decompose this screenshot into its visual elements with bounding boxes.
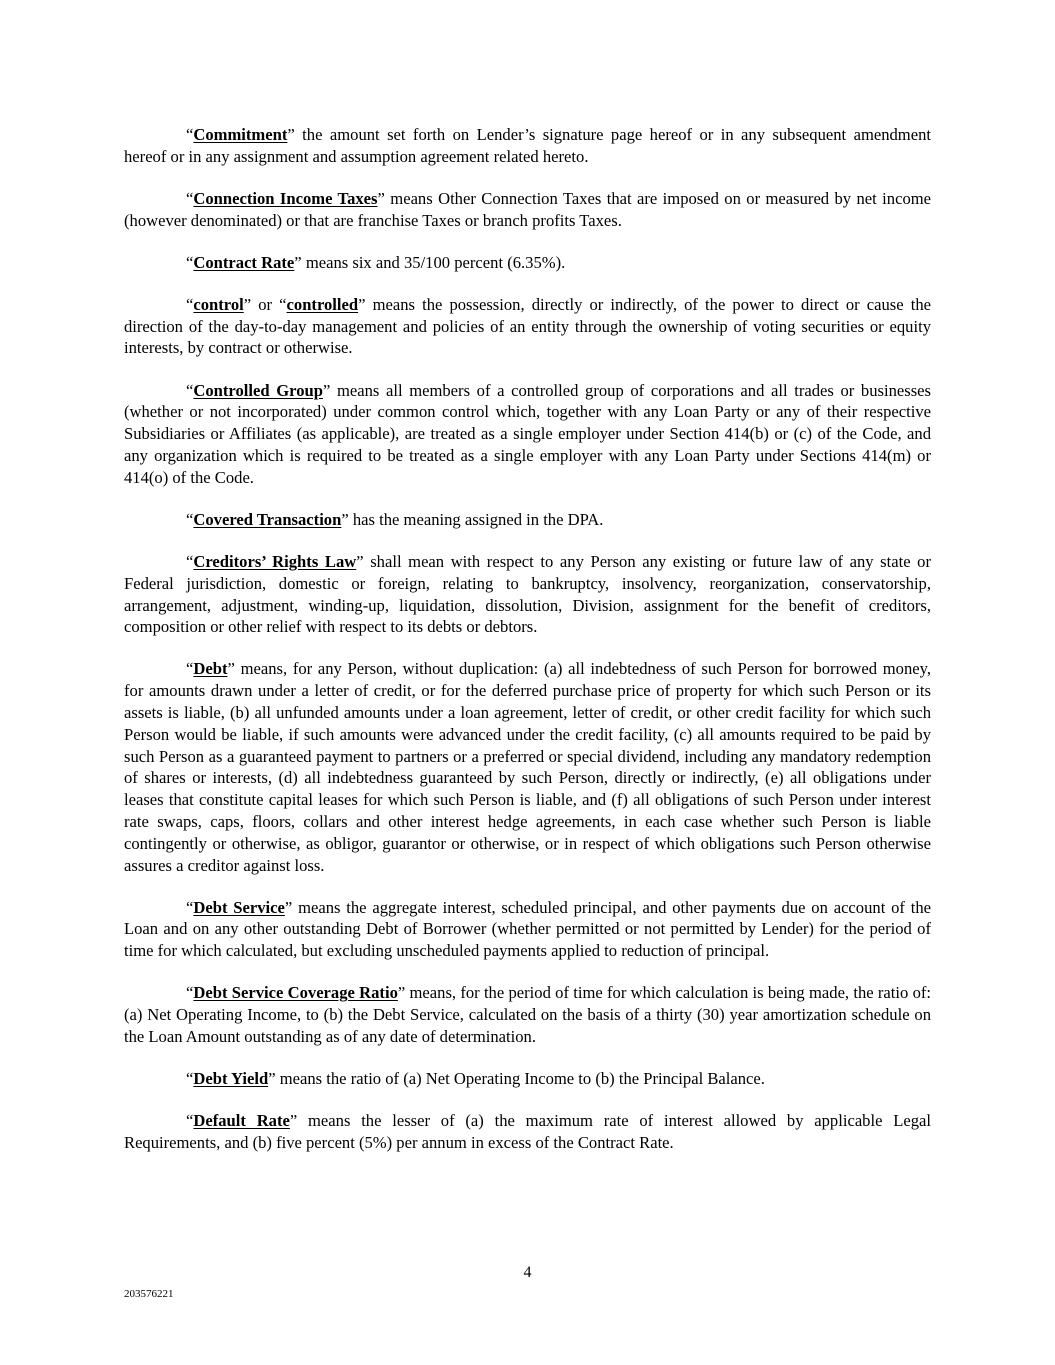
definition-text: means, for the period of time for which calculation is being made, the ratio of: (a) Net Operating Income, to (b) the Debt Service, calculated on the basis of a thirty (30) year amortization schedule on the Loan Amount outstanding as of any date of determination. <box>124 983 932 1046</box>
definition-default-rate: “Default Rate” means the lesser of (a) the maximum rate of interest allowed by applicable Legal Requirements, and (b) five percent (5%) per annum in excess of the Contract Rate. <box>124 1111 932 1152</box>
defined-term: Connection Income Taxes <box>193 188 378 208</box>
defined-term: Creditors’ Rights Law <box>193 551 357 571</box>
definition-text: shall mean with respect to any Person any existing or future law of any state or Federal jurisdiction, domestic or foreign, relating to bankruptcy, insolvency, reorganization, conservatorship, arrangement, adjustment, winding-up, liquidation, dissolution, Division, assignment for the benefit of creditors, composition or other relief with respect to its debts or debtors. <box>124 551 931 637</box>
definition-text: means the ratio of (a) Net Operating Income to (b) the Principal Balance. <box>275 1069 765 1089</box>
definition-controlled-group: “Controlled Group” means all members of a controlled group of corporations and all trades or businesses (whether or not incorporated) under common control which, together with any Loan Party or any of their respective Subsidiaries or Affiliates (as applicable), are treated as a single employer under Section 414(b) or (c) of the Code, and any organization which is required to be treated as a single employer with any Loan Party under Sections 414(m) or 414(o) of the Code. <box>124 380 931 487</box>
definition-text: means Other Connection Taxes that are imposed on or measured by net income (however denominated) or that are franchise Taxes or branch profits Taxes. <box>124 188 932 230</box>
definition-text: means, for any Person, without duplication: (a) all indebtedness of such Person for borrowed money, for amounts drawn under a letter of credit, or for the deferred purchase price of property for which such Person or its assets is liable, (b) all unfunded amounts under a loan agreement, letter of credit, or other credit facility for which such Person would be liable, if such amounts were advanced under the credit facility, (c) all amounts required to be paid by such Person as a guaranteed payment to partners or a preferred or special dividend, including any mandatory redemption of shares or interests, (d) all indebtedness guaranteed by such Person, directly or indirectly, (e) all obligations under leases that constitute capital leases for which such Person is liable, and (f) all obligations of such Person under interest rate swaps, caps, floors, collars and other interest hedge agreements, in each case whether such Person is liable contingently or otherwise, as obligor, guarantor or otherwise, or in respect of which obligations such Person otherwise assures a creditor against loss. <box>124 659 931 875</box>
definition-covered-transaction: “Covered Transaction” has the meaning assigned in the DPA. <box>186 509 604 529</box>
definition-contract-rate: “Contract Rate” means six and 35/100 percent (6.35%). <box>186 252 566 272</box>
definition-text: means all members of a controlled group of corporations and all trades or businesses (whether or not incorporated) under common control which, together with any Loan Party or any of their respective Subsidiaries or Affiliates (as applicable), are treated as a single employer under Section 414(b) or (c) of the Code, and any organization which is required to be treated as a single employer with any Loan Party under Sections 414(m) or 414(o) of the Code. <box>124 380 931 487</box>
definition-control: “control” or “controlled” means the possession, directly or indirectly, of the power to direct or cause the direction of the day-to-day management and policies of an entity through the ownership of voting securities or equity interests, by contract or otherwise. <box>124 294 931 358</box>
defined-term: Debt Service Coverage Ratio <box>193 983 398 1003</box>
defined-term: control <box>193 294 244 314</box>
definition-text: has the meaning assigned in the DPA. <box>348 509 604 529</box>
definition-text: means the lesser of (a) the maximum rate of interest allowed by applicable Legal Requirements, and (b) five percent (5%) per annum in excess of the Contract Rate. <box>124 1111 932 1152</box>
defined-term: Debt Yield <box>193 1069 269 1089</box>
defined-term: Covered Transaction <box>193 509 342 529</box>
definition-debt-service-coverage-ratio: “Debt Service Coverage Ratio” means, for the period of time for which calculation is being made, the ratio of: (a) Net Operating Income, to (b) the Debt Service, calculated on the basis of a thirty (30) year amortization schedule on the Loan Amount outstanding as of any date of determination. <box>124 983 932 1046</box>
document-body <box>124 124 931 1174</box>
definition-creditors-rights-law: “Creditors’ Rights Law” shall mean with respect to any Person any existing or future law of any state or Federal jurisdiction, domestic or foreign, relating to bankruptcy, insolvency, reorganization, conservatorship, arrangement, adjustment, winding-up, liquidation, dissolution, Division, assignment for the benefit of creditors, composition or other relief with respect to its debts or debtors. <box>124 551 931 637</box>
definition-debt-service: “Debt Service” means the aggregate interest, scheduled principal, and other payments due on account of the Loan and on any other outstanding Debt of Borrower (whether permitted or not permitted by Lender) for the period of time for which calculated, but excluding unscheduled payments applied to reduction of principal. <box>124 897 931 961</box>
defined-term: Contract Rate <box>193 252 295 272</box>
defined-term-2: controlled <box>286 294 359 314</box>
defined-term: Controlled Group <box>193 380 323 400</box>
definition-text: means the aggregate interest, scheduled principal, and other payments due on account of the Loan and on any other outstanding Debt of Borrower (whether permitted or not permitted by Lender) for the period of time for which calculated, but excluding unscheduled payments applied to reduction of principal. <box>124 897 931 961</box>
defined-term: Default Rate <box>193 1111 290 1131</box>
document-id: 203576221 <box>124 1288 174 1300</box>
definition-debt-yield: “Debt Yield” means the ratio of (a) Net Operating Income to (b) the Principal Balance. <box>186 1069 765 1089</box>
definition-commitment: “Commitment” the amount set forth on Lender’s signature page hereof or in any subsequent amendment hereof or in any assignment and assumption agreement related hereto. <box>124 125 931 166</box>
defined-term: Debt <box>193 659 228 679</box>
defined-term: Commitment <box>193 125 288 144</box>
definition-text: means the possession, directly or indirectly, of the power to direct or cause the direction of the day-to-day management and policies of an entity through the ownership of voting securities or equity interests, by contract or otherwise. <box>124 294 931 358</box>
definition-text: means six and 35/100 percent (6.35%). <box>301 252 566 272</box>
definition-connection-income-taxes: “Connection Income Taxes” means Other Connection Taxes that are imposed on or measured by net income (however denominated) or that are franchise Taxes or branch profits Taxes. <box>124 188 932 230</box>
defined-term: Debt Service <box>193 897 285 917</box>
page-number: 4 <box>523 1264 532 1281</box>
definition-text: the amount set forth on Lender’s signature page hereof or in any subsequent amendment hereof or in any assignment and assumption agreement related hereto. <box>124 125 931 166</box>
definition-debt: “Debt” means, for any Person, without duplication: (a) all indebtedness of such Person for borrowed money, for amounts drawn under a letter of credit, or for the deferred purchase price of property for which such Person or its assets is liable, (b) all unfunded amounts under a loan agreement, letter of credit, or other credit facility for which such Person would be liable, if such amounts were advanced under the credit facility, (c) all amounts required to be paid by such Person as a guaranteed payment to partners or a preferred or special dividend, including any mandatory redemption of shares or interests, (d) all indebtedness guaranteed by such Person, directly or indirectly, (e) all obligations under leases that constitute capital leases for which such Person is liable, and (f) all obligations of such Person under interest rate swaps, caps, floors, collars and other interest hedge agreements, in each case whether such Person is liable contingently or otherwise, as obligor, guarantor or otherwise, or in respect of which obligations such Person otherwise assures a creditor against loss. <box>124 659 931 875</box>
